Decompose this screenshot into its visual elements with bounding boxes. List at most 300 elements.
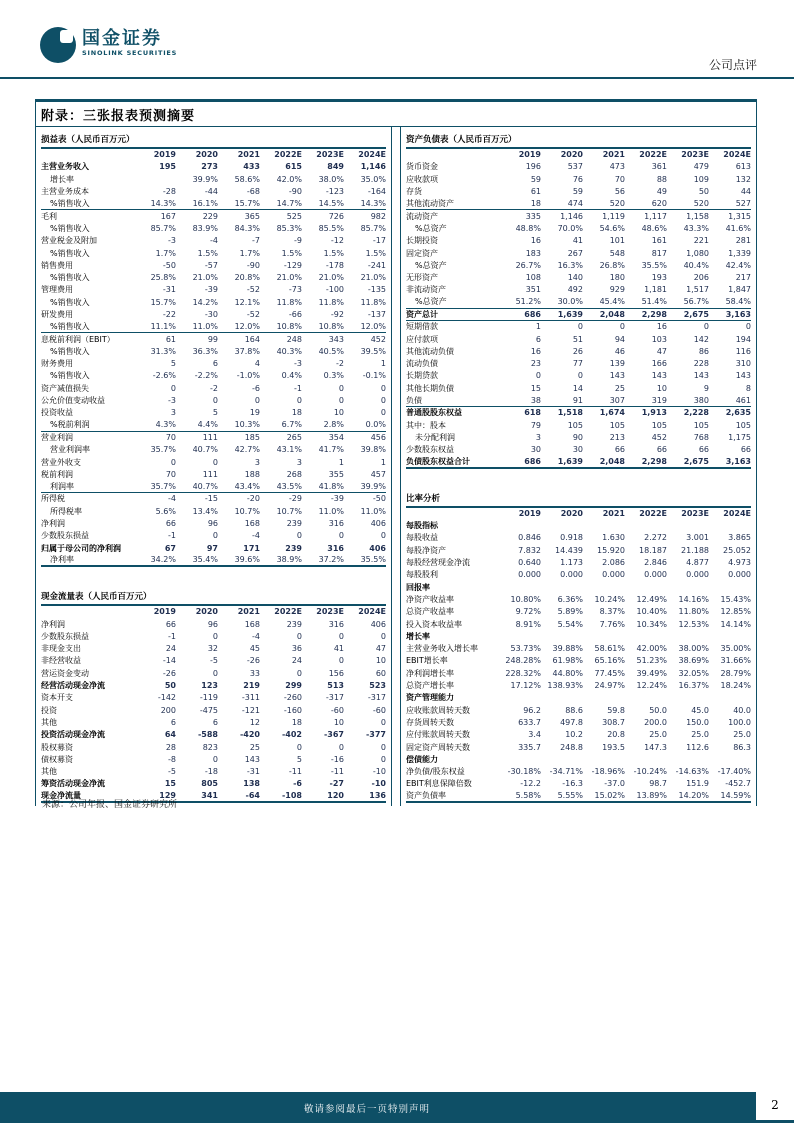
value-cell: 90 [572,432,583,442]
table-row [406,235,751,247]
value-cell: 25 [614,383,625,393]
value-cell: 0 [338,383,344,393]
row-label: %销售收入 [50,273,90,283]
value-cell: 1.5% [197,248,218,258]
value-cell: -6 [293,779,302,789]
value-cell: 20.8% [234,273,260,283]
value-cell: 281 [735,236,751,246]
table-row [406,557,751,569]
table-row [406,444,751,456]
table-row [41,692,386,704]
value-cell: 48.8% [515,223,541,233]
value-cell: 16.3% [557,260,583,270]
value-cell: 39.88% [552,644,583,654]
value-cell: 30.0% [557,297,583,307]
value-cell: 39.9% [192,174,218,184]
value-cell: 47 [375,644,386,654]
value-cell: -57 [204,260,218,270]
value-cell: 11.0% [192,321,218,331]
row-label: 投资收益 [41,408,73,418]
value-cell: 0.000 [644,570,667,580]
year-header-cell: 2023E [681,150,709,160]
value-cell: 10 [333,717,344,727]
value-cell: 0 [338,742,344,752]
value-cell: 103 [651,334,667,344]
value-cell: 14.439 [555,545,583,555]
right-table-column [400,127,757,806]
row-label: 短期借款 [406,322,438,332]
value-cell: -5 [168,767,176,777]
table-row [406,594,751,606]
table-row [41,741,386,753]
value-cell: -2 [210,383,218,393]
year-header-cell: 2021 [237,607,260,617]
value-cell: 37.2% [318,554,344,564]
value-cell: 0 [338,396,344,406]
value-cell: 726 [328,211,344,221]
value-cell: 101 [609,236,625,246]
value-cell: 0 [296,631,302,641]
value-cell: 1,674 [599,408,625,418]
table-row [41,235,386,247]
row-label: 流动资产 [406,211,438,221]
year-header-cell: 2024E [358,607,386,617]
value-cell: 35.7% [150,445,176,455]
value-cell: 129 [159,790,176,800]
value-cell: 98.7 [649,779,667,789]
value-cell: 2,635 [725,408,751,418]
year-header-cell: 2020 [560,150,583,160]
value-cell: 56 [614,187,625,197]
row-label: 每股指标 [406,521,438,531]
value-cell: -11 [330,767,344,777]
value-cell: 335 [525,211,541,221]
row-label: 筹资活动现金净流 [41,779,105,789]
value-cell: 248.8 [560,742,583,752]
year-header-cell: 2024E [358,150,386,160]
value-cell: 3 [170,408,176,418]
year-header-cell: 2024E [723,508,751,518]
value-cell: 120 [327,790,344,800]
table-row [41,260,386,272]
value-cell: 14.14% [720,619,751,629]
row-label: EBIT利息保障倍数 [406,779,472,789]
value-cell: 7.832 [518,545,541,555]
row-label: 主营业务成本 [41,187,89,197]
value-cell: 35.4% [192,554,218,564]
value-cell: -2.6% [152,371,176,381]
value-cell: 15.7% [150,297,176,307]
value-cell: -9 [294,236,302,246]
table-row [41,309,386,321]
row-label: %销售收入 [50,248,90,258]
value-cell: -60 [330,705,344,715]
row-label: %销售收入 [50,346,90,356]
value-cell: -4 [252,531,260,541]
value-cell: -66 [288,310,302,319]
table-row [41,729,386,741]
value-cell: 24 [291,656,302,666]
value-cell: 51.2% [515,297,541,307]
table-row [406,778,751,790]
year-header-cell: 2019 [153,150,176,160]
value-cell: 452 [370,334,386,344]
value-cell: 265 [286,432,302,442]
value-cell: 823 [202,742,218,752]
row-label: 偿债能力 [406,754,438,764]
value-cell: 0 [380,408,386,418]
row-label: 利润率 [50,481,74,491]
value-cell: -402 [281,730,302,740]
value-cell: 355 [328,469,344,479]
value-cell: -160 [283,705,302,715]
value-cell: 0 [170,383,176,393]
value-cell: 39.8% [360,445,386,455]
value-cell: 44.80% [552,668,583,678]
brand-name-en: SINOLINK SECURITIES [82,49,178,57]
row-label: 资产管理能力 [406,693,454,703]
value-cell: 45 [249,644,260,654]
value-cell: 100.0 [728,717,751,727]
value-cell: 136 [369,790,386,800]
value-cell: 3 [254,457,260,467]
value-cell: 99 [207,334,218,344]
value-cell: 24 [165,644,176,654]
year-header-row [41,606,386,618]
value-cell: -4 [168,494,176,504]
value-cell: 43.3% [683,223,709,233]
table-row [41,493,386,505]
value-cell: 0 [380,383,386,393]
balance-sheet-title: 资产负债表（人民币百万元） [406,127,751,149]
year-header-row [406,149,751,161]
value-cell: 49 [656,187,667,197]
value-cell: 10.8% [318,321,344,331]
value-cell: 38.0% [318,174,344,184]
row-label: 每股收益 [406,533,438,543]
table-row [406,545,751,557]
value-cell: 3 [296,457,302,467]
value-cell: -137 [367,310,386,319]
value-cell: 143 [693,371,709,381]
value-cell: 219 [243,681,260,691]
value-cell: 105 [693,420,709,430]
row-label: 其他流动资产 [406,198,454,208]
table-row [406,655,751,667]
value-cell: 206 [693,273,709,283]
value-cell: 10.7% [276,506,302,516]
value-cell: -5 [210,656,218,666]
value-cell: 38.00% [678,644,709,654]
value-cell: 26 [572,346,583,356]
value-cell: 105 [567,420,583,430]
value-cell: 15.7% [234,198,260,208]
row-label: 长期投资 [406,236,438,246]
value-cell: -4 [252,631,260,641]
value-cell: 143 [244,754,260,764]
value-cell: 310 [735,359,751,369]
value-cell: 548 [609,248,625,258]
row-label: 主营业务收入增长率 [406,644,478,654]
value-cell: 5 [212,408,218,418]
value-cell: 18.187 [639,545,667,555]
value-cell: 0 [212,396,218,406]
row-label: %总资产 [415,223,447,233]
value-cell: -12 [330,236,344,246]
value-cell: 1,339 [728,248,751,258]
value-cell: 15.02% [594,790,625,800]
value-cell: 88.6 [565,705,583,715]
value-cell: 85.5% [318,223,344,233]
row-label: 资本开支 [41,693,73,703]
value-cell: 21.0% [192,273,218,283]
value-cell: 39.6% [234,554,260,564]
row-label: 资产减值损失 [41,383,89,393]
row-label: 营业外收支 [41,457,81,467]
value-cell: 5 [296,754,302,764]
table-row [406,260,751,272]
value-cell: 39.49% [636,668,667,678]
value-cell: 156 [328,668,344,678]
table-row [41,333,386,345]
value-cell: 86 [698,346,709,356]
value-cell: 2,048 [599,309,625,319]
value-cell: 70.0% [557,223,583,233]
value-cell: 615 [285,162,302,172]
value-cell: -17.40% [717,767,751,777]
value-cell: 1.7% [239,248,260,258]
value-cell: 14.2% [192,297,218,307]
value-cell: 6 [212,359,218,369]
value-cell: 0 [338,656,344,666]
value-cell: 1,517 [686,285,709,295]
row-label: 营业税金及附加 [41,236,97,246]
value-cell: 1,181 [644,285,667,295]
value-cell: 406 [370,619,386,629]
table-row [406,223,751,235]
value-cell: 217 [735,273,751,283]
value-cell: 14.20% [678,790,709,800]
value-cell: 58.6% [234,174,260,184]
value-cell: -20 [246,494,260,504]
value-cell: 492 [567,285,583,295]
value-cell: 21.0% [318,273,344,283]
cash-flow-title: 现金流量表（人民币百万元） [41,584,386,606]
value-cell: 188 [244,469,260,479]
section-header-row [406,692,751,704]
value-cell: 180 [609,273,625,283]
value-cell: 982 [370,211,386,221]
value-cell: 43.5% [276,481,302,491]
value-cell: 3,163 [725,456,751,466]
value-cell: -100 [325,285,344,295]
row-label: 资产总计 [406,309,438,319]
value-cell: 2.272 [644,533,667,543]
value-cell: 12 [249,717,260,727]
value-cell: 1,080 [686,248,709,258]
value-cell: 457 [370,469,386,479]
value-cell: 112.6 [686,742,709,752]
value-cell: -90 [288,187,302,197]
value-cell: 40.7% [192,445,218,455]
row-label: 股权募资 [41,742,73,752]
value-cell: 65.16% [594,656,625,666]
value-cell: 33 [249,668,260,678]
value-cell: 248 [286,334,302,344]
year-header-row [41,149,386,161]
value-cell: 10.7% [234,506,260,516]
row-label: 管理费用 [41,285,73,295]
value-cell: 50 [164,681,176,691]
year-header-cell: 2021 [602,150,625,160]
value-cell: 4.877 [686,558,709,568]
value-cell: -29 [288,494,302,504]
value-cell: 10.24% [594,594,625,604]
table-row [41,655,386,667]
row-label: 每股经营现金净流 [406,558,470,568]
value-cell: 31.3% [150,346,176,356]
value-cell: 35.7% [150,481,176,491]
value-cell: 200.0 [644,717,667,727]
value-cell: 166 [651,359,667,369]
value-cell: 1.173 [560,558,583,568]
value-cell: 1.7% [155,248,176,258]
value-cell: 16.1% [192,198,218,208]
value-cell: 10 [656,383,667,393]
value-cell: 138 [243,779,260,789]
value-cell: 96.2 [523,705,541,715]
table-row [406,407,751,419]
row-label: 回报率 [406,582,430,592]
value-cell: 474 [567,198,583,208]
table-row [41,432,386,444]
value-cell: 12.85% [720,607,751,617]
value-cell: 343 [328,334,344,344]
value-cell: 849 [327,162,344,172]
value-cell: 41.6% [725,223,751,233]
value-cell: 32.05% [678,668,709,678]
row-label: 应付账款周转天数 [406,730,470,740]
row-label: 所得税 [41,494,65,504]
value-cell: -34.71% [549,767,583,777]
ratio-analysis-title: 比率分析 [406,486,751,508]
value-cell: 2.846 [644,558,667,568]
row-label: %税前利润 [50,420,90,430]
value-cell: 1 [338,457,344,467]
value-cell: 40.5% [318,346,344,356]
table-row [41,469,386,481]
value-cell: 26.7% [515,260,541,270]
table-row [41,704,386,716]
value-cell: -16 [330,754,344,764]
value-cell: 3.001 [686,533,709,543]
value-cell: 14.5% [318,198,344,208]
value-cell: 0 [338,531,344,541]
row-label: 非经营收益 [41,656,81,666]
table-row [406,210,751,222]
value-cell: 335.7 [518,742,541,752]
value-cell: 15 [530,383,541,393]
value-cell: 479 [693,162,709,172]
value-cell: -26 [162,668,176,678]
value-cell: 4.4% [197,420,218,430]
value-cell: 77.45% [594,668,625,678]
value-cell: 0.000 [602,570,625,580]
value-cell: 139 [609,359,625,369]
table-row [41,618,386,630]
value-cell: 525 [286,211,302,221]
table-row [41,506,386,518]
value-cell: 123 [201,681,218,691]
value-cell: 380 [693,395,709,405]
value-cell: 5.54% [557,619,583,629]
value-cell: -31 [162,285,176,295]
value-cell: 143 [735,371,751,381]
year-header-cell: 2023E [316,150,344,160]
row-label: 财务费用 [41,359,73,369]
value-cell: 41.8% [318,481,344,491]
footer-disclaimer: 敬请参阅最后一页特别声明 [303,1103,430,1115]
ratio-analysis-table [406,508,751,803]
value-cell: 633.7 [518,717,541,727]
value-cell: 35.0% [360,174,386,184]
table-row [41,543,386,555]
value-cell: -1.0% [236,371,260,381]
value-cell: 23 [530,359,541,369]
value-cell: 3.865 [728,533,751,543]
table-row [406,333,751,345]
value-cell: -121 [241,705,260,715]
value-cell: 2,675 [683,309,709,319]
value-cell: 14.3% [150,198,176,208]
value-cell: 147.3 [644,742,667,752]
value-cell: 183 [525,248,541,258]
value-cell: -2.2% [194,371,218,381]
value-cell: 316 [327,543,344,553]
income-statement-table [41,149,386,567]
value-cell: 21.0% [276,273,302,283]
value-cell: 28 [165,742,176,752]
value-cell: 0 [380,717,386,727]
row-label: 净负债/股东权益 [406,767,465,777]
value-cell: 1,119 [602,211,625,221]
value-cell: 51.23% [636,656,667,666]
value-cell: 513 [327,681,344,691]
value-cell: 40.7% [192,481,218,491]
value-cell: 86.3 [733,742,751,752]
row-label: 销售费用 [41,260,73,270]
value-cell: -135 [367,285,386,295]
table-row [406,358,751,370]
value-cell: 17.12% [510,681,541,691]
row-label: 其他 [41,767,57,777]
value-cell: 34.2% [150,554,176,564]
value-cell: 84.3% [234,223,260,233]
row-label: 经营活动现金净流 [41,681,105,691]
table-row [41,766,386,778]
row-label: 每股净资产 [406,545,446,555]
value-cell: 18 [291,717,302,727]
row-label: 债权募资 [41,754,73,764]
value-cell: 70 [614,174,625,184]
year-header-cell: 2024E [723,150,751,160]
value-cell: 140 [567,273,583,283]
value-cell: 341 [201,790,218,800]
value-cell: 66 [165,519,176,529]
table-row [41,754,386,766]
value-cell: 473 [609,162,625,172]
value-cell: 28.79% [720,668,751,678]
